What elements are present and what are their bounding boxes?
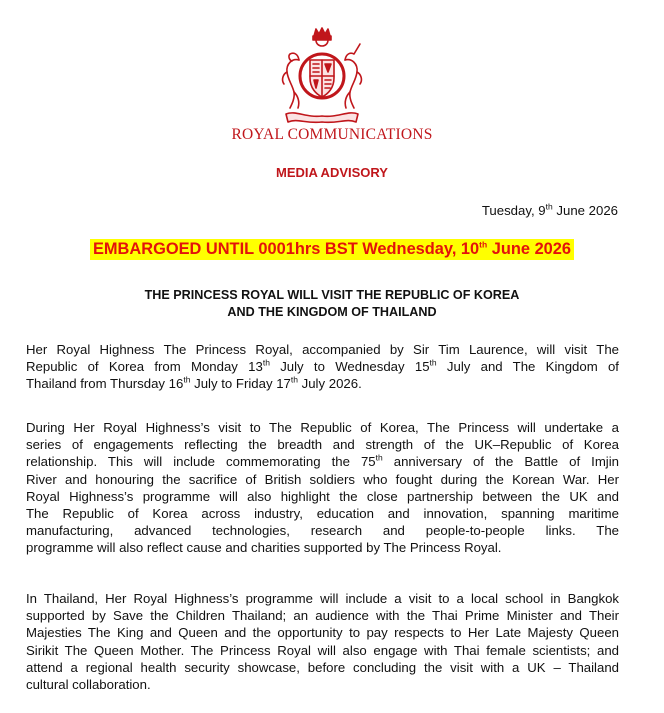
text-line: series of engagements reflecting the breadth and strength of the UK–Republic of Korea — [26, 437, 619, 453]
text-line: programme will also reflect cause and charities supported by The Princess Royal. — [26, 540, 502, 556]
text-line: Republic of Korea from Monday 13th July to Wednesday 15th July and The Kingdom of — [26, 357, 619, 375]
text-line: The Republic of Korea across industry, education and innovation, spanning maritime — [26, 506, 619, 522]
text-line: River and honouring the sacrifice of British soldiers who fought during the Korean War. Her — [26, 471, 619, 487]
document-type: MEDIA ADVISORY — [276, 165, 388, 180]
text-line: relationship. This will include commemorating the 75th anniversary of the Battle of Imjin — [26, 453, 619, 470]
text-line: Sirikit The Queen Mother. The Princess Royal will also engage with Thai female scientists; and — [26, 642, 619, 658]
text-line: supported by Save the Children Thailand; an audience with the Thai Prime Minister and Their — [26, 608, 619, 624]
text-line: Her Royal Highness The Princess Royal, accompanied by Sir Tim Laurence, will visit The — [26, 342, 619, 357]
paragraph-thailand — [26, 590, 619, 693]
issue-date: Tuesday, 9th June 2026 — [481, 201, 618, 218]
text-line: attend a regional health security showcase, before concluding the visit with a UK – Thailand — [26, 659, 619, 675]
headline-line: AND THE KINGDOM OF THAILAND — [227, 305, 437, 319]
paragraph-korea — [26, 419, 619, 557]
text-line: Majesties The King and Queen and the opportunity to pay respects to Her Late Majesty Queen — [26, 625, 619, 641]
paragraph-visit-overview — [26, 341, 619, 393]
text-line: Royal Highness’s programme will also highlight the close partnership between the UK and — [26, 488, 619, 504]
text-line: cultural collaboration. — [26, 677, 151, 693]
text-line: Thailand from Thursday 16th July to Friday 17th July 2026. — [26, 375, 362, 392]
text-line: During Her Royal Highness’s visit to The Republic of Korea, The Princess will undertake a — [26, 420, 619, 435]
headline-line: THE PRINCESS ROYAL WILL VISIT THE REPUBLIC OF KOREA — [144, 288, 520, 302]
text-line: manufacturing, advanced technologies, research and people-to-people links. The — [26, 523, 619, 539]
embargo-notice-row — [0, 239, 664, 260]
text-line: In Thailand, Her Royal Highness’s programme will include a visit to a local school in Bangkok — [26, 591, 619, 606]
embargo-notice: EMBARGOED UNTIL 0001hrs BST Wednesday, 10th June 2026 — [90, 239, 574, 260]
headline — [0, 287, 664, 321]
royal-coat-of-arms-icon — [272, 26, 372, 128]
issuer-title: ROYAL COMMUNICATIONS — [231, 126, 433, 143]
